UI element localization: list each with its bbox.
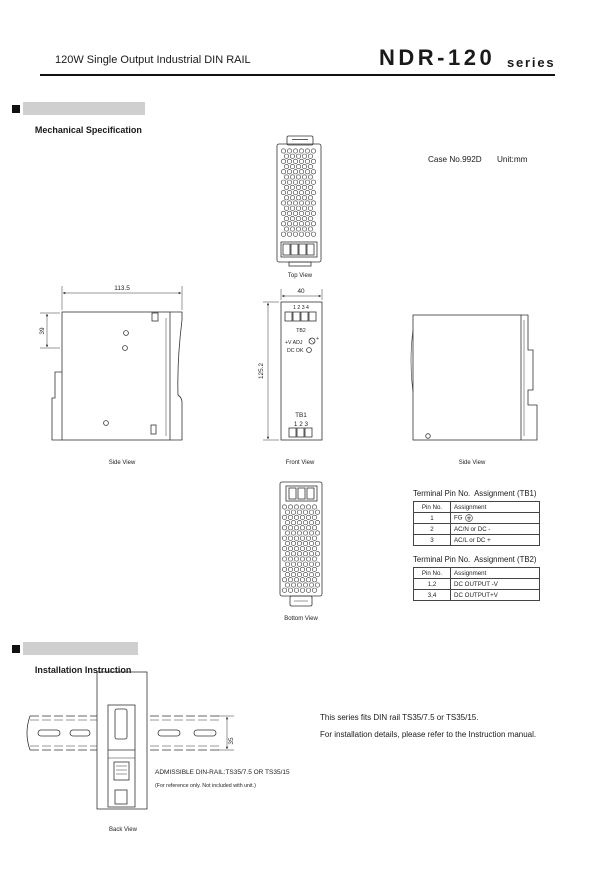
vent-hole [297, 552, 301, 556]
pin-number: 1 [414, 513, 451, 524]
front-body [281, 302, 322, 440]
vent-hole [282, 567, 286, 571]
vent-hole [281, 232, 285, 236]
vent-hole [306, 567, 310, 571]
vent-hole [315, 531, 319, 535]
terminal-screw [289, 488, 296, 499]
vent-hole [306, 526, 310, 530]
vent-hole [300, 546, 304, 550]
table-row [414, 590, 540, 601]
tb2-table-title: Terminal Pin No. Assignment (TB2) [413, 555, 537, 564]
table-row [414, 524, 540, 535]
rail-end [27, 716, 30, 750]
vent-hole [312, 546, 316, 550]
vent-hole [290, 185, 294, 189]
side-view-right-label: Side View [458, 460, 486, 466]
vent-hole [294, 536, 298, 540]
side-body [413, 315, 521, 440]
vent-hole [299, 159, 303, 163]
vent-hole [287, 201, 291, 205]
assignment-cell [451, 513, 540, 524]
vent-hole [293, 149, 297, 153]
vent-hole [284, 206, 288, 210]
vent-hole [282, 505, 286, 509]
vent-hole [309, 531, 313, 535]
bottom-clip [289, 262, 311, 266]
vent-hole [296, 216, 300, 220]
vent-hole [293, 201, 297, 205]
terminal-screw [301, 312, 308, 321]
vent-hole [291, 583, 295, 587]
vent-hole [309, 541, 313, 545]
vent-hole [287, 180, 291, 184]
vent-hole [288, 567, 292, 571]
vent-hole [291, 520, 295, 524]
terminal-screw [307, 488, 314, 499]
installation-heading-box [23, 642, 138, 675]
vent-hole [282, 588, 286, 592]
terminal-screw [299, 244, 306, 255]
vent-hole [296, 154, 300, 158]
dc-ok-label: DC OK [287, 348, 304, 354]
rail-note: ADMISSIBLE DIN-RAIL:TS35/7.5 OR TS35/15 [155, 769, 290, 776]
model-name: NDR-120 [379, 45, 496, 70]
back-view-label: Back View [109, 827, 137, 833]
vent-hole [315, 572, 319, 576]
vent-hole [302, 196, 306, 200]
terminal-screw [297, 428, 304, 437]
terminal-screw [285, 312, 292, 321]
section-bullet-icon [12, 645, 20, 653]
vent-hole [300, 505, 304, 509]
vent-hole [308, 206, 312, 210]
vent-hole [311, 159, 315, 163]
product-subtitle: 120W Single Output Industrial DIN RAIL [55, 54, 251, 66]
vent-hole [300, 536, 304, 540]
vent-hole [282, 526, 286, 530]
pin-assignment: FG [454, 514, 463, 522]
vent-hole [308, 216, 312, 220]
vent-hole [287, 232, 291, 236]
vent-hole [294, 505, 298, 509]
vent-hole [290, 164, 294, 168]
vent-hole [296, 227, 300, 231]
vent-hole [296, 164, 300, 168]
vent-hole [297, 531, 301, 535]
vent-hole [306, 505, 310, 509]
vent-hole [305, 201, 309, 205]
vent-hole [311, 201, 315, 205]
vent-hole [308, 185, 312, 189]
terminal-screw [307, 244, 314, 255]
vent-hole [299, 149, 303, 153]
vent-hole [299, 232, 303, 236]
vent-hole [294, 578, 298, 582]
series-label: series [507, 55, 556, 70]
vent-hole [285, 562, 289, 566]
tb2-pin-table [413, 567, 540, 601]
vent-hole [312, 588, 316, 592]
vent-hole [315, 552, 319, 556]
vent-hole [302, 154, 306, 158]
vent-hole [284, 164, 288, 168]
column-header: Pin No. [414, 568, 451, 579]
table-header-row [414, 502, 540, 513]
terminal-screw [309, 312, 316, 321]
front-edge [170, 312, 182, 440]
vent-hole [290, 175, 294, 179]
vent-hole [299, 222, 303, 226]
pin-number: 2 [414, 524, 451, 535]
vent-hole [287, 149, 291, 153]
vent-hole [294, 567, 298, 571]
latch [152, 313, 158, 321]
vent-hole [315, 520, 319, 524]
vent-hole [297, 520, 301, 524]
vent-hole [288, 546, 292, 550]
vent-hole [284, 175, 288, 179]
vent-hole [284, 227, 288, 231]
rail-dimension: 35 [228, 737, 235, 745]
terminal-screw [283, 244, 290, 255]
terminal-screw [305, 428, 312, 437]
vent-hole [285, 520, 289, 524]
pin-assignment: DC OUTPUT+V [451, 590, 540, 601]
vent-hole [290, 154, 294, 158]
vent-hole [309, 552, 313, 556]
vent-hole [302, 206, 306, 210]
vent-hole [300, 515, 304, 519]
column-header: Assignment [451, 502, 540, 513]
vent-pattern [281, 149, 315, 237]
rail-slot [38, 730, 60, 736]
case-number: Case No.992D [428, 155, 482, 164]
vent-hole [308, 154, 312, 158]
vent-hole [308, 175, 312, 179]
table-row [414, 579, 540, 590]
vent-hole [306, 588, 310, 592]
vent-hole [305, 180, 309, 184]
din-clip [521, 315, 537, 440]
vent-hole [299, 180, 303, 184]
vent-hole [291, 562, 295, 566]
pin-assignment: AC/N or DC - [451, 524, 540, 535]
vent-hole [315, 583, 319, 587]
vent-hole [291, 541, 295, 545]
vent-hole [308, 196, 312, 200]
unit-label: Unit:mm [497, 155, 528, 164]
vent-hole [281, 159, 285, 163]
pin-number: 3 [414, 535, 451, 546]
rail-slot [158, 730, 180, 736]
vent-hole [282, 546, 286, 550]
vent-pattern [282, 505, 319, 593]
vent-hole [306, 546, 310, 550]
pin-assignment: DC OUTPUT -V [451, 579, 540, 590]
mechanical-heading: Mechanical Specification [34, 125, 142, 135]
vent-hole [294, 526, 298, 530]
bottom-view-label: Bottom View [284, 616, 318, 622]
installation-text-line: This series fits DIN rail TS35/7.5 or TS35/15. [320, 713, 479, 722]
column-header: Pin No. [414, 502, 451, 513]
table-header-row [414, 568, 540, 579]
screw-icon [124, 331, 129, 336]
screw-icon [123, 346, 128, 351]
vent-hole [293, 222, 297, 226]
vent-hole [287, 190, 291, 194]
vent-hole [305, 190, 309, 194]
vent-hole [284, 196, 288, 200]
tb1-pin-table [413, 501, 540, 546]
vent-hole [284, 154, 288, 158]
vent-hole [306, 515, 310, 519]
vent-hole [288, 505, 292, 509]
vent-hole [293, 190, 297, 194]
vent-hole [281, 211, 285, 215]
vent-hole [309, 562, 313, 566]
vent-hole [303, 531, 307, 535]
vent-hole [299, 170, 303, 174]
vent-hole [284, 185, 288, 189]
vent-hole [288, 526, 292, 530]
ground-icon [465, 514, 473, 522]
module-outline [97, 672, 147, 809]
vent-hole [305, 211, 309, 215]
vent-hole [309, 510, 313, 514]
vent-hole [300, 567, 304, 571]
vent-hole [312, 505, 316, 509]
rail-slot [70, 730, 90, 736]
vent-hole [285, 552, 289, 556]
din-clip [52, 372, 62, 440]
side-view-left-drawing [40, 286, 182, 440]
vent-hole [311, 222, 315, 226]
vent-hole [291, 552, 295, 556]
vent-hole [293, 159, 297, 163]
vent-hole [299, 190, 303, 194]
side-body [62, 312, 170, 440]
vent-hole [311, 180, 315, 184]
side-view-right-drawing [411, 315, 537, 440]
terminal-screw [291, 244, 298, 255]
vent-hole [297, 510, 301, 514]
vent-hole [312, 515, 316, 519]
vent-hole [291, 572, 295, 576]
vent-hole [309, 572, 313, 576]
dc-ok-led-icon [307, 348, 312, 353]
vent-hole [293, 232, 297, 236]
vent-hole [285, 541, 289, 545]
vent-hole [302, 227, 306, 231]
vent-hole [282, 515, 286, 519]
vent-hole [290, 227, 294, 231]
vent-hole [302, 164, 306, 168]
vent-hole [297, 541, 301, 545]
screw-icon [426, 434, 431, 439]
installation-heading: Installation Instruction [34, 665, 132, 675]
tb1-pin-numbers: 1 2 3 [293, 421, 309, 428]
vent-hole [300, 588, 304, 592]
vent-hole [312, 567, 316, 571]
plus-sign: + [316, 336, 320, 342]
vent-hole [306, 536, 310, 540]
front-view-label: Front View [285, 460, 315, 466]
vent-hole [303, 572, 307, 576]
vent-hole [284, 216, 288, 220]
vent-hole [290, 206, 294, 210]
vent-hole [300, 557, 304, 561]
vent-hole [282, 578, 286, 582]
length-dimension: 113.5 [114, 285, 130, 292]
vent-hole [303, 520, 307, 524]
vent-hole [293, 170, 297, 174]
vent-hole [297, 562, 301, 566]
installation-text-line: For installation details, please refer to the Instruction manual. [320, 730, 537, 739]
vent-hole [296, 196, 300, 200]
vent-hole [311, 149, 315, 153]
bottom-view-drawing [280, 482, 322, 606]
vent-hole [300, 526, 304, 530]
height-dimension: 125.2 [258, 363, 265, 379]
vent-hole [287, 211, 291, 215]
vent-hole [290, 196, 294, 200]
top-view-drawing [277, 136, 321, 266]
vent-hole [287, 222, 291, 226]
latch [151, 425, 156, 434]
vent-hole [285, 583, 289, 587]
vent-hole [311, 190, 315, 194]
vent-hole [308, 164, 312, 168]
vent-hole [288, 578, 292, 582]
vent-hole [296, 206, 300, 210]
screw-icon [104, 421, 109, 426]
front-view-drawing [263, 289, 322, 440]
vent-hole [281, 222, 285, 226]
vent-hole [315, 510, 319, 514]
vent-hole [309, 583, 313, 587]
vent-hole [294, 588, 298, 592]
vent-hole [303, 562, 307, 566]
vent-hole [312, 557, 316, 561]
vent-hole [281, 201, 285, 205]
vent-hole [308, 227, 312, 231]
vent-hole [294, 515, 298, 519]
tb1-label: TB1 [295, 412, 307, 419]
vent-hole [305, 170, 309, 174]
pin-number: 1,2 [414, 579, 451, 590]
vent-hole [297, 583, 301, 587]
vent-hole [285, 572, 289, 576]
vent-hole [288, 515, 292, 519]
vent-hole [305, 149, 309, 153]
vent-hole [300, 578, 304, 582]
vent-hole [299, 211, 303, 215]
vent-hole [306, 557, 310, 561]
vent-hole [309, 520, 313, 524]
vent-hole [281, 170, 285, 174]
v-adj-label: +V ADJ [285, 340, 303, 346]
pin-number: 3,4 [414, 590, 451, 601]
vent-hole [312, 578, 316, 582]
vent-hole [281, 149, 285, 153]
terminal-screw [293, 312, 300, 321]
column-header: Assignment [451, 568, 540, 579]
vent-hole [312, 536, 316, 540]
clip-height-dimension: 39 [39, 327, 46, 335]
vent-hole [299, 201, 303, 205]
rail-slot [194, 730, 216, 736]
vent-hole [293, 211, 297, 215]
vent-hole [302, 175, 306, 179]
vent-hole [305, 222, 309, 226]
vent-hole [285, 510, 289, 514]
reference-note: (For reference only. Not included with unit.) [155, 783, 256, 789]
vent-hole [291, 510, 295, 514]
vent-hole [290, 216, 294, 220]
vent-hole [305, 159, 309, 163]
vent-hole [282, 557, 286, 561]
vent-hole [287, 159, 291, 163]
vent-hole [294, 546, 298, 550]
vent-hole [312, 526, 316, 530]
vent-hole [282, 536, 286, 540]
terminal-screw [298, 488, 305, 499]
vent-hole [303, 583, 307, 587]
vent-hole [311, 211, 315, 215]
vent-hole [296, 175, 300, 179]
top-view-label: Top View [287, 273, 313, 279]
vent-hole [281, 180, 285, 184]
width-dimension: 40 [297, 288, 305, 295]
vent-hole [303, 510, 307, 514]
vent-hole [288, 557, 292, 561]
vent-hole [303, 541, 307, 545]
terminal-screw [289, 428, 296, 437]
vent-hole [302, 185, 306, 189]
vent-hole [285, 531, 289, 535]
table-row [414, 513, 540, 524]
side-view-left-label: Side View [108, 460, 136, 466]
vent-hole [311, 170, 315, 174]
vent-hole [297, 572, 301, 576]
vent-hole [311, 232, 315, 236]
vent-hole [305, 232, 309, 236]
vent-hole [293, 180, 297, 184]
vent-hole [306, 578, 310, 582]
tb2-label: TB2 [296, 328, 306, 334]
tb2-pin-numbers: 1 2 3 4 [293, 305, 309, 311]
vent-hole [296, 185, 300, 189]
vent-hole [315, 562, 319, 566]
vent-hole [303, 552, 307, 556]
vent-hole [315, 541, 319, 545]
vent-hole [287, 170, 291, 174]
vent-hole [291, 531, 295, 535]
vent-hole [294, 557, 298, 561]
table-row [414, 535, 540, 546]
vent-hole [288, 588, 292, 592]
pin-assignment: AC/L or DC + [451, 535, 540, 546]
tb1-table-title: Terminal Pin No. Assignment (TB1) [413, 489, 537, 498]
vent-hole [281, 190, 285, 194]
vent-hole [302, 216, 306, 220]
vent-hole [288, 536, 292, 540]
